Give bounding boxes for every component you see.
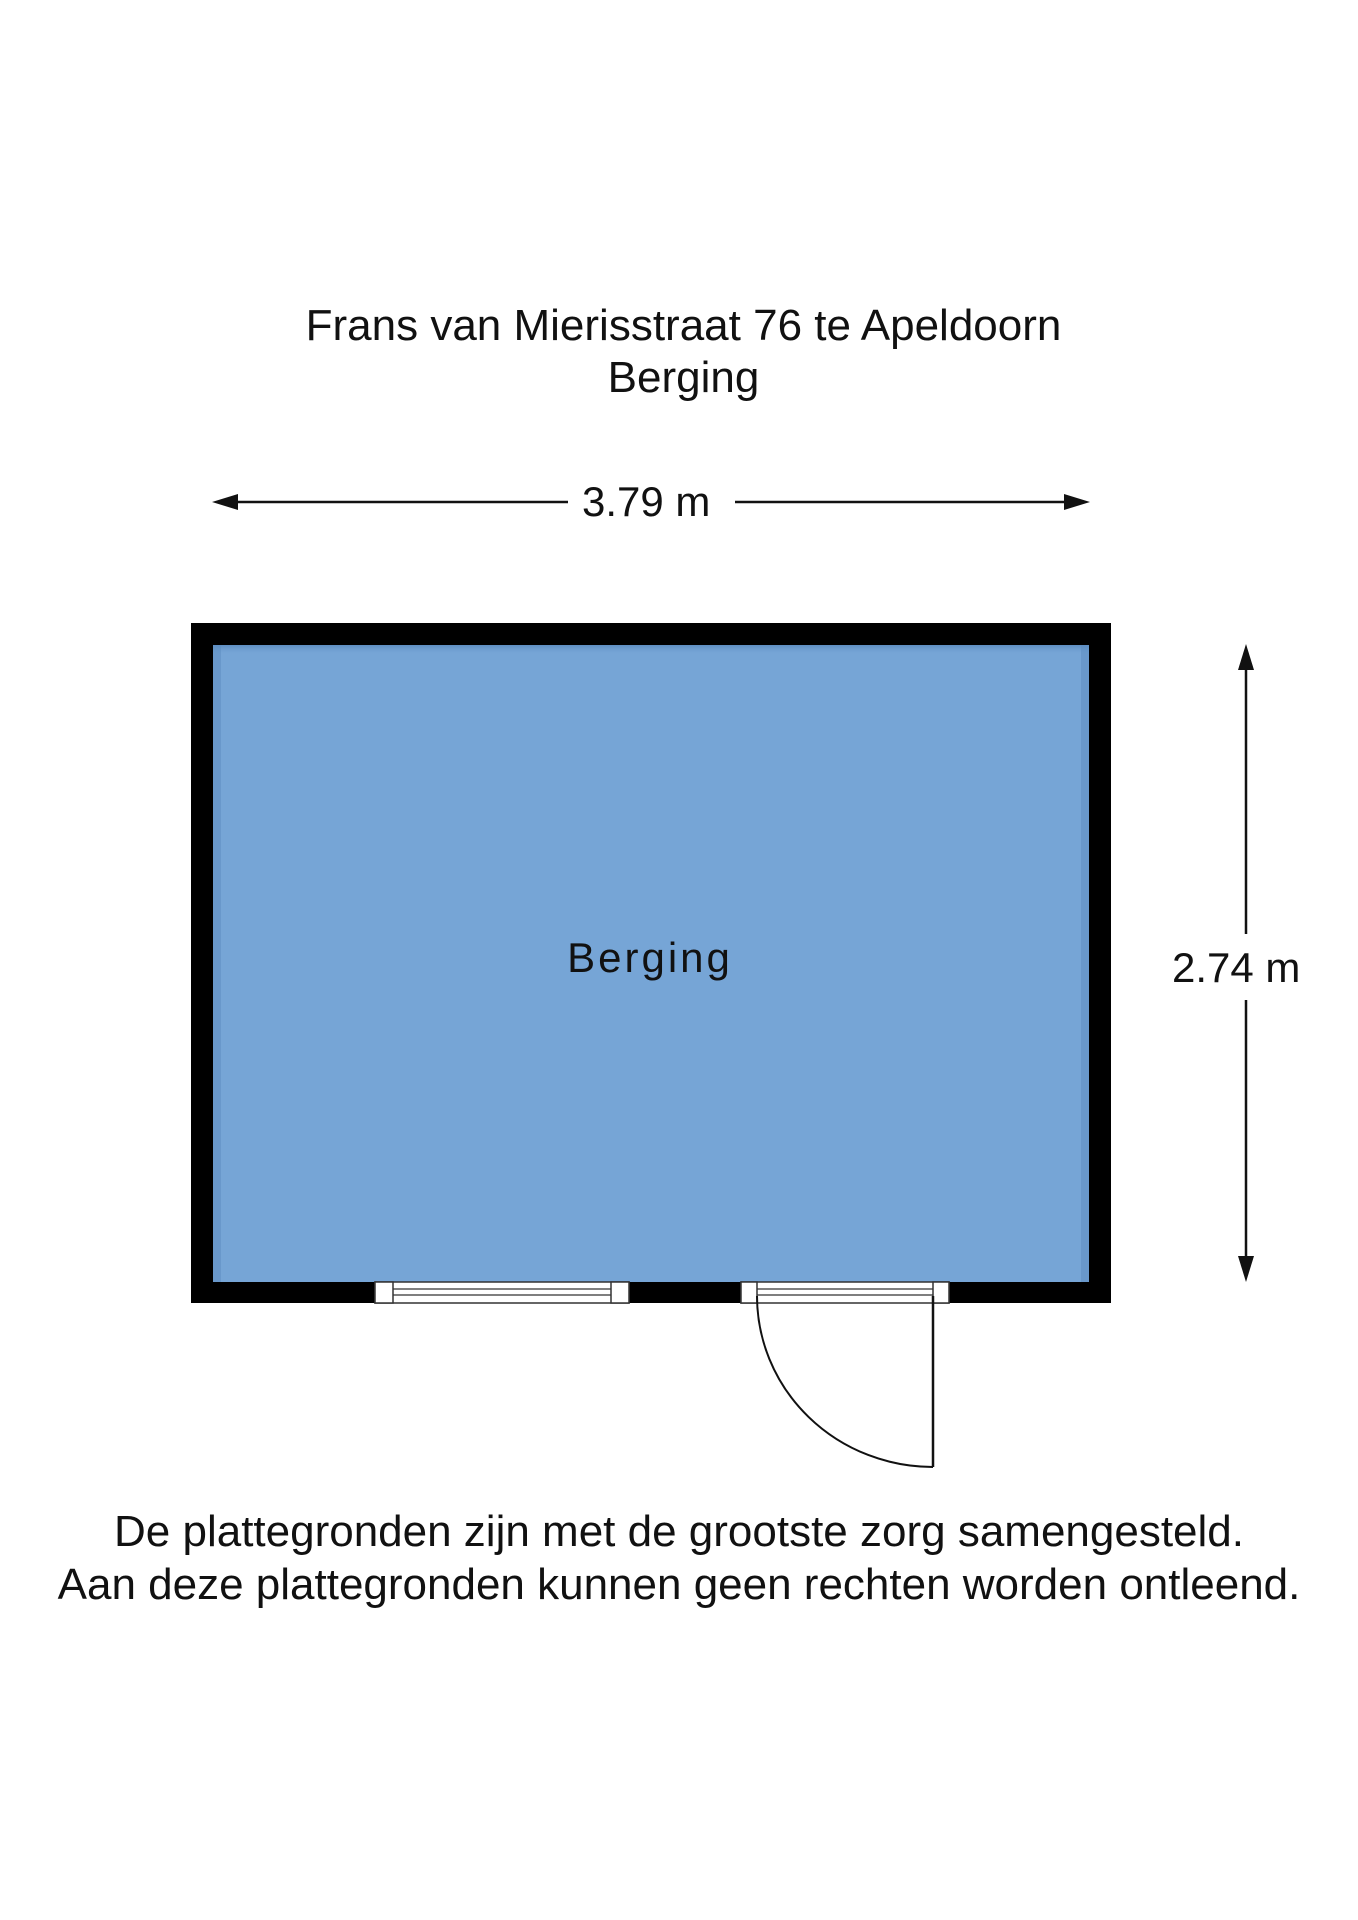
window-icon [375, 1282, 629, 1303]
width-dimension-label: 3.79 m [572, 478, 720, 526]
disclaimer-line-1: De plattegronden zijn met de grootste zorg samengesteld. [114, 1507, 1244, 1556]
door-icon [741, 1282, 949, 1467]
height-dimension-label: 2.74 m [1172, 936, 1300, 1000]
arrow-right-icon [1064, 494, 1090, 510]
arrow-down-icon [1238, 1256, 1254, 1282]
disclaimer [0, 1505, 1358, 1611]
room-name-label: Berging [567, 934, 733, 981]
plan-title [0, 300, 1358, 404]
arrow-up-icon [1238, 644, 1254, 670]
floor-title: Berging [607, 353, 760, 402]
address-title: Frans van Mierisstraat 76 te Apeldoorn [305, 301, 1062, 350]
disclaimer-line-2: Aan deze plattegronden kunnen geen rechten worden ontleend. [57, 1560, 1301, 1609]
arrow-left-icon [212, 494, 238, 510]
